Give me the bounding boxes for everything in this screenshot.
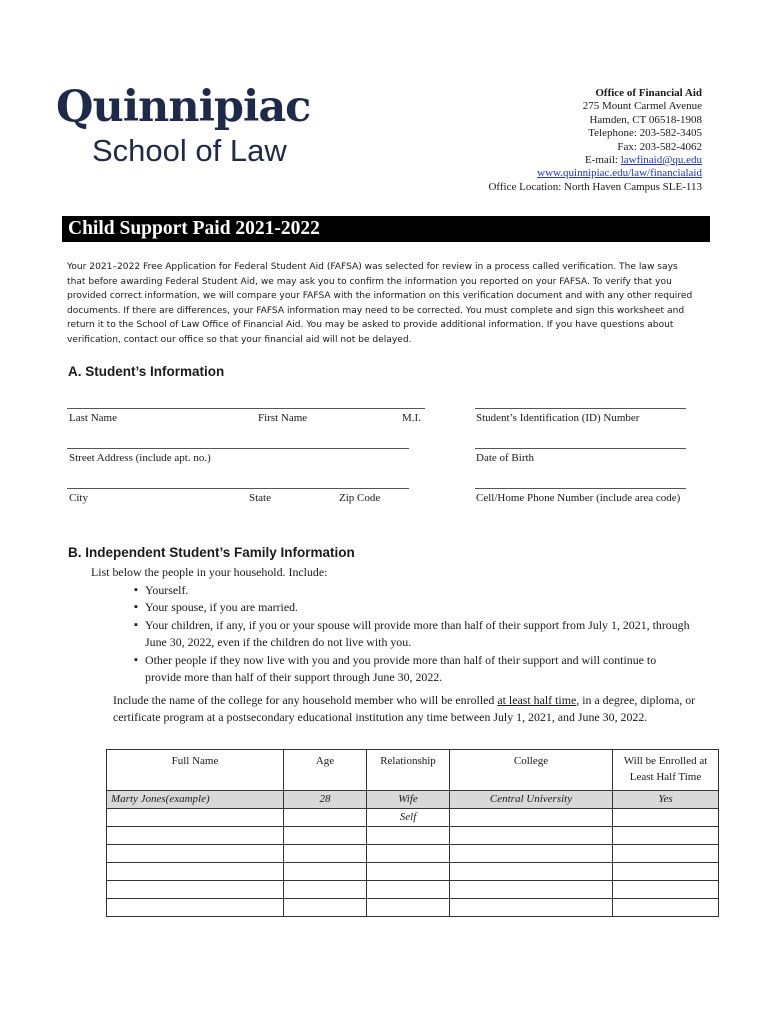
office-fax: Fax: 203-582-4062	[617, 140, 702, 153]
table-cell[interactable]	[613, 827, 719, 845]
state-label: State	[249, 492, 271, 504]
intro-paragraph: Your 2021–2022 Free Application for Federal Student Aid (FAFSA) was selected for review in a process called verification. The law says that before awarding Federal Student Aid, we may ask you to confirm the information you reported on your FAFSA. To verify that you provided correct information, we will compare your FAFSA with the information on this verification document and with any other required documents. If there are differences, your FAFSA information may need to be corrected. You must complete and sign this worksheet and return it to the School of Law Office of Financial Aid. You may be asked to provide additional information. If you have questions about verification, contact our office so that your financial aid will not be delayed.	[67, 262, 693, 345]
college-note	[113, 692, 703, 725]
table-cell[interactable]	[284, 827, 367, 845]
list-item: ▪ Yourself.	[135, 582, 691, 600]
table-cell: 28	[284, 791, 367, 809]
table-cell[interactable]	[613, 845, 719, 863]
table-cell[interactable]	[107, 863, 284, 881]
col-college: College	[450, 750, 613, 791]
office-location: Office Location: North Haven Campus SLE-113	[488, 180, 702, 193]
office-email-link[interactable]: lawfinaid@qu.edu	[620, 154, 702, 167]
city-label: City	[69, 492, 88, 504]
college-note-pre: Include the name of the college for any household member who will be enrolled	[113, 693, 498, 707]
phone-line[interactable]	[475, 488, 686, 489]
list-item: ▪ Other people if they now live with you and you provide more than half of their support and will continue to provide more than half of their support through June 30, 2022.	[135, 652, 691, 687]
table-row	[107, 899, 719, 917]
col-age: Age	[284, 750, 367, 791]
section-a-heading: A. Student’s Information	[68, 364, 225, 379]
table-cell[interactable]	[450, 899, 613, 917]
table-cell[interactable]	[107, 809, 284, 827]
table-cell[interactable]	[367, 863, 450, 881]
table-cell[interactable]	[367, 827, 450, 845]
phone-label: Cell/Home Phone Number (include area code)	[476, 492, 681, 504]
street-line[interactable]	[67, 448, 409, 449]
zip-label: Zip Code	[339, 492, 381, 504]
logo-quinnipiac: Quinnipiac	[56, 82, 311, 132]
student-id-line[interactable]	[475, 408, 686, 409]
list-item: ▪ Your spouse, if you are married.	[135, 599, 691, 617]
table-cell: Wife	[367, 791, 450, 809]
table-cell[interactable]	[284, 845, 367, 863]
table-cell[interactable]	[107, 881, 284, 899]
section-b-heading: B. Independent Student’s Family Information	[68, 545, 355, 560]
office-contact-block	[488, 87, 702, 194]
table-cell[interactable]	[613, 809, 719, 827]
street-label: Street Address (include apt. no.)	[69, 452, 211, 464]
college-note-post: , in a degree, diploma, or certificate program at a postsecondary educational institution any time between July 1, 2021, and June 30, 2022.	[113, 693, 696, 724]
list-intro: List below the people in your household. Include:	[91, 565, 328, 579]
logo-school-of-law: School of Law	[92, 133, 287, 168]
example-row	[107, 791, 719, 809]
office-title: Office of Financial Aid	[595, 87, 702, 99]
table-row	[107, 845, 719, 863]
office-email-label: E-mail:	[584, 154, 621, 167]
name-line[interactable]	[67, 408, 425, 409]
col-full-name: Full Name	[107, 750, 284, 791]
office-address-1: 275 Mount Carmel Avenue	[582, 100, 702, 113]
table-cell[interactable]	[450, 827, 613, 845]
household-table	[106, 749, 719, 917]
office-website-link[interactable]: www.quinnipiac.edu/law/financialaid	[537, 167, 702, 180]
table-cell[interactable]	[284, 863, 367, 881]
student-id-label: Student’s Identification (ID) Number	[476, 412, 640, 424]
table-cell[interactable]	[284, 899, 367, 917]
table-header-row	[107, 750, 719, 791]
dob-line[interactable]	[475, 448, 686, 449]
table-cell[interactable]	[450, 881, 613, 899]
table-cell: Marty Jones(example)	[107, 791, 284, 809]
quinnipiac-law-logo	[56, 84, 310, 168]
household-instructions	[91, 564, 691, 687]
table-cell[interactable]	[450, 809, 613, 827]
table-row	[107, 881, 719, 899]
table-cell[interactable]	[613, 881, 719, 899]
table-cell[interactable]	[613, 899, 719, 917]
col-half-time: Will be Enrolled at Least Half Time	[613, 750, 719, 791]
table-cell[interactable]	[367, 899, 450, 917]
table-cell[interactable]	[450, 863, 613, 881]
col-relationship: Relationship	[367, 750, 450, 791]
table-cell: Central University	[450, 791, 613, 809]
page-title: Child Support Paid 2021-2022	[68, 218, 320, 239]
table-cell[interactable]	[107, 827, 284, 845]
self-row	[107, 809, 719, 827]
office-telephone: Telephone: 203-582-3405	[588, 127, 702, 140]
dob-label: Date of Birth	[476, 452, 535, 464]
table-cell: Self	[367, 809, 450, 827]
household-list	[91, 582, 691, 687]
list-item: ▪ Your children, if any, if you or your spouse will provide more than half of their support from July 1, 2021, through June 30, 2022, even if the children do not live with you.	[135, 617, 691, 652]
office-email-row	[488, 154, 702, 167]
table-cell[interactable]	[107, 899, 284, 917]
mi-label: M.I.	[402, 412, 421, 424]
first-name-label: First Name	[258, 412, 308, 424]
city-state-zip-line[interactable]	[67, 488, 409, 489]
table-cell[interactable]	[613, 863, 719, 881]
table-cell: Yes	[613, 791, 719, 809]
table-cell[interactable]	[284, 881, 367, 899]
table-cell[interactable]	[284, 809, 367, 827]
title-banner	[62, 216, 710, 242]
table-row	[107, 827, 719, 845]
table-cell[interactable]	[367, 881, 450, 899]
table-cell[interactable]	[107, 845, 284, 863]
college-note-underline: at least half time	[497, 693, 577, 707]
table-cell[interactable]	[450, 845, 613, 863]
table-row	[107, 863, 719, 881]
office-address-2: Hamden, CT 06518-1908	[589, 113, 702, 126]
last-name-label: Last Name	[69, 412, 117, 424]
table-cell[interactable]	[367, 845, 450, 863]
